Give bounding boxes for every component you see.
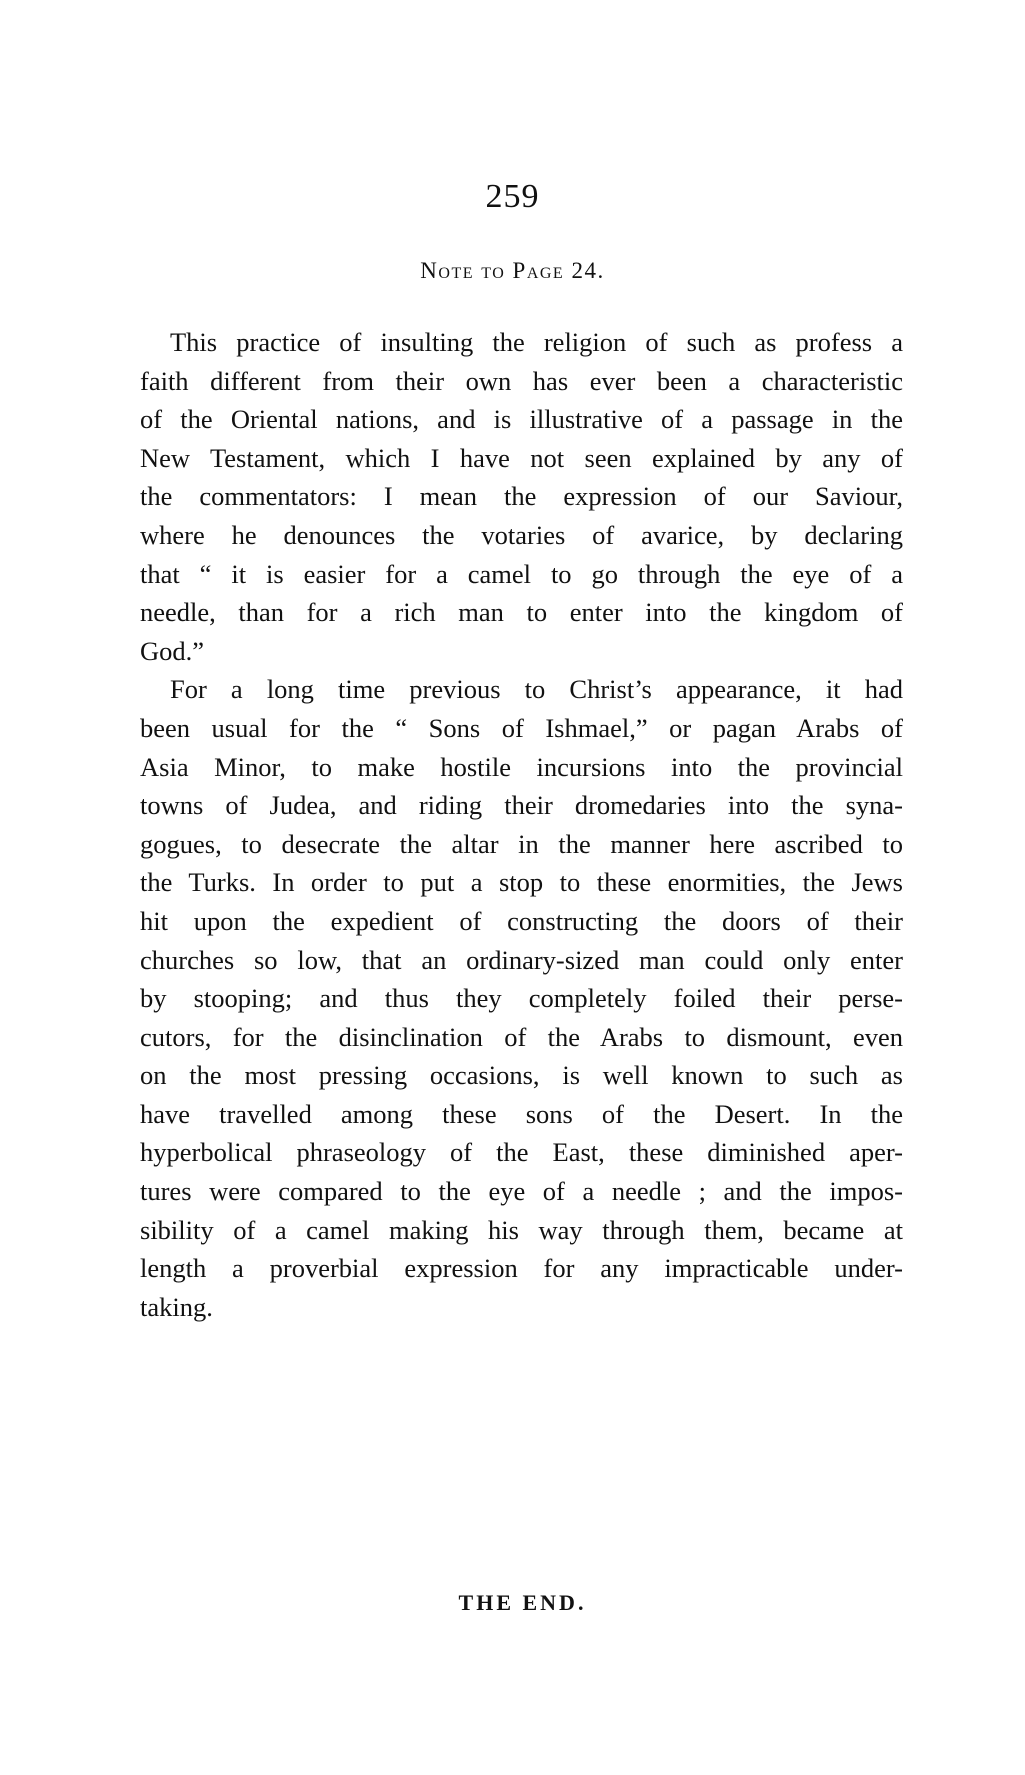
text-line: on the most pressing occasions, is well known to such as [140, 1060, 903, 1091]
text-line: faith different from their own has ever been a characteristic [140, 365, 903, 396]
text-line: For a long time previous to Christ’s appearance, it had [170, 674, 903, 705]
note-body [140, 323, 903, 1326]
text-line: length a proverbial expression for any impracticable under- [140, 1253, 903, 1284]
text-line: taking. [140, 1291, 213, 1322]
note-heading: Note to Page 24. [420, 258, 605, 283]
the-end: THE END. [458, 1590, 587, 1615]
text-line: churches so low, that an ordinary-sized man could only enter [140, 944, 903, 975]
text-line: cutors, for the disinclination of the Arabs to dismount, even [140, 1021, 903, 1052]
text-line: needle, than for a rich man to enter into the kingdom of [140, 597, 903, 628]
text-line: hyperbolical phraseology of the East, these diminished aper- [140, 1137, 903, 1168]
text-line: the commentators: I mean the expression of our Saviour, [140, 481, 903, 512]
text-line: of the Oriental nations, and is illustrative of a passage in the [140, 404, 903, 435]
text-line: gogues, to desecrate the altar in the manner here ascribed to [140, 828, 903, 859]
paragraph-2 [140, 670, 903, 1326]
text-line: hit upon the expedient of constructing the doors of their [140, 905, 903, 936]
text-line: sibility of a camel making his way through them, became at [140, 1214, 903, 1245]
text-line: New Testament, which I have not seen explained by any of [140, 442, 903, 473]
text-line: by stooping; and thus they completely foiled their perse- [140, 983, 903, 1014]
paragraph-1 [140, 323, 903, 670]
text-line: tures were compared to the eye of a needle ; and the impos- [140, 1176, 903, 1207]
text-line: been usual for the “ Sons of Ishmael,” or pagan Arabs of [140, 712, 903, 743]
text-line: towns of Judea, and riding their dromedaries into the syna- [140, 790, 903, 821]
text-line: God.” [140, 635, 205, 666]
text-line: Asia Minor, to make hostile incursions into the provincial [140, 751, 903, 782]
text-line: This practice of insulting the religion of such as profess a [170, 327, 903, 357]
text-line: where he denounces the votaries of avarice, by declaring [140, 519, 903, 550]
text-line: that “ it is easier for a camel to go through the eye of a [140, 558, 903, 589]
text-line: have travelled among these sons of the Desert. In the [140, 1098, 903, 1129]
page-number: 259 [485, 178, 540, 215]
text-line: the Turks. In order to put a stop to these enormities, the Jews [140, 867, 903, 898]
